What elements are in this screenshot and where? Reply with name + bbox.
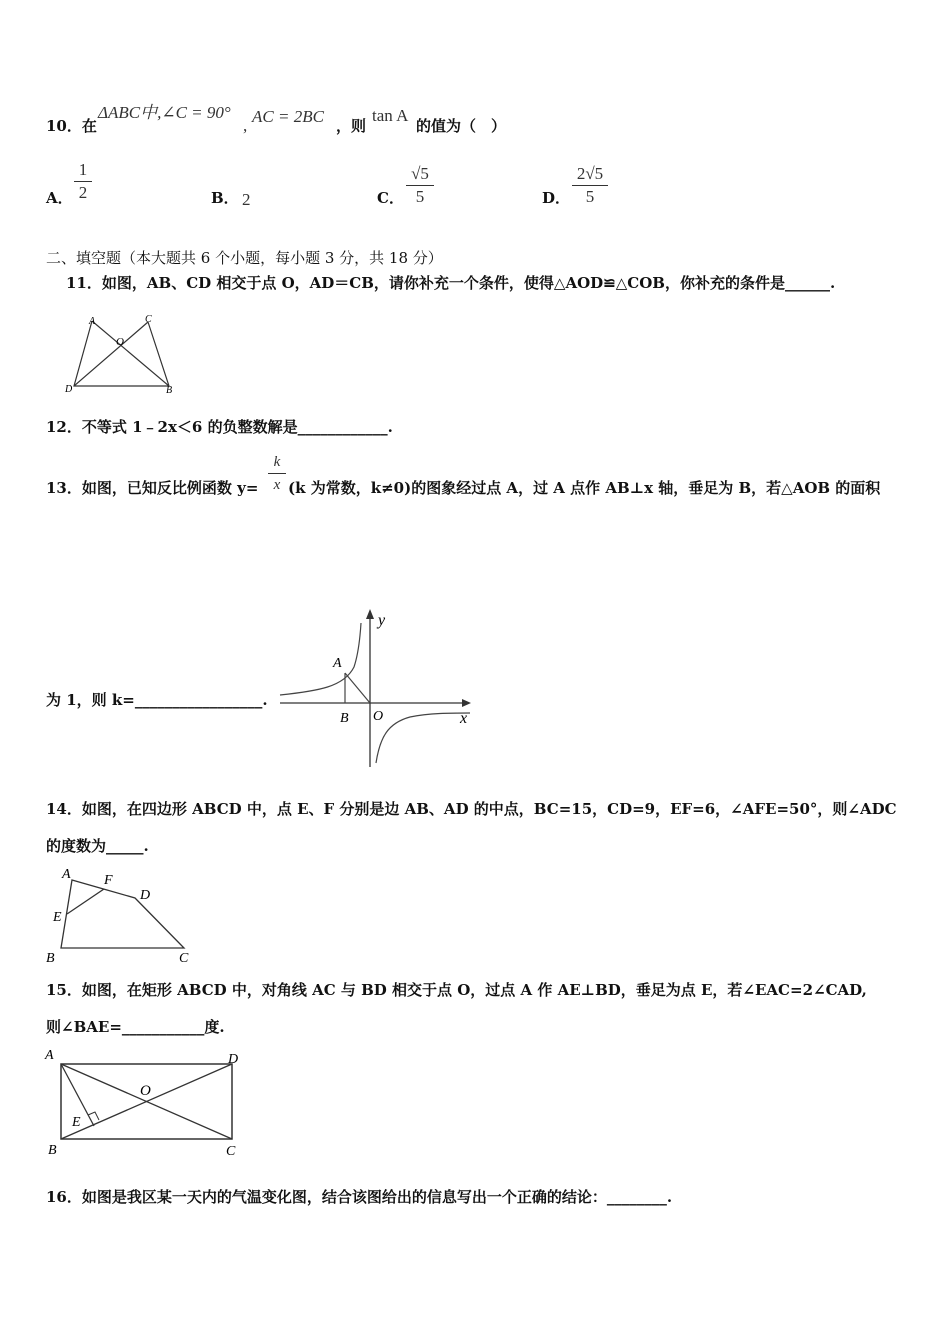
q10-condition-2: AC = 2BC xyxy=(252,107,324,126)
q10-option-a-denominator: 2 xyxy=(78,183,88,202)
q14-label-f: F xyxy=(104,873,113,888)
q15-label-d: D xyxy=(228,1052,239,1067)
q15-label-e: E xyxy=(72,1115,81,1130)
q10-condition-1: ΔABC中,∠C = 90° xyxy=(98,103,231,122)
q14-label-d: D xyxy=(140,888,151,903)
q10-text-3: 的值为（ ） xyxy=(416,117,507,135)
q10-option-c-denominator: 5 xyxy=(415,187,425,206)
q14-label-a: A xyxy=(62,867,71,882)
q10-option-d-label: D． xyxy=(542,189,571,207)
fraction-bar xyxy=(74,181,92,182)
q16-text: 16．如图是我区某一天内的气温变化图，结合该图给出的信息写出一个正确的结论：________. xyxy=(46,1188,673,1206)
section-2-heading: 二、填空题（本大题共 6 个小题，每小题 3 分，共 18 分） xyxy=(46,249,443,267)
q11-label-a: A xyxy=(89,316,96,327)
fraction-bar xyxy=(406,185,434,186)
fraction-bar xyxy=(268,473,286,474)
q14-label-e: E xyxy=(53,910,62,925)
q13-label-o: O xyxy=(373,709,384,724)
q13-fraction-numerator: k xyxy=(273,454,281,470)
q10-tan: tan A xyxy=(372,106,409,125)
q15-label-o: O xyxy=(140,1083,151,1099)
q14-text-2: 的度数为_____. xyxy=(46,837,149,855)
q15-label-a: A xyxy=(45,1048,54,1063)
q11-figure xyxy=(60,313,180,398)
q13-fraction-denominator: x xyxy=(273,477,281,493)
q10-option-b-label: B． xyxy=(211,189,239,207)
q10-option-d-fraction xyxy=(572,164,608,207)
q10-option-a-fraction xyxy=(74,160,92,203)
q13-label-x: x xyxy=(460,710,468,727)
q10-option-a-numerator: 1 xyxy=(78,160,88,179)
q10-option-c-numerator: √5 xyxy=(411,164,429,183)
q15-label-c: C xyxy=(226,1144,236,1159)
q10-option-d-numerator: 2√5 xyxy=(576,164,604,183)
q10-text-1: 在 xyxy=(81,117,97,135)
q11-text: 11．如图，AB、CD 相交于点 O，AD＝CB，请你补充一个条件，使得△AOD≌△COB，你补充的条件是______. xyxy=(66,274,836,292)
q14-text-1: 14．如图，在四边形 ABCD 中，点 E、F 分别是边 AB、AD 的中点，BC=15，CD=9，EF=6，∠AFE=50°，则∠ADC xyxy=(46,800,897,818)
q13-text-1a: 13．如图，已知反比例函数 y= xyxy=(46,479,259,497)
q13-label-y: y xyxy=(378,612,386,629)
q11-label-b: B xyxy=(166,385,173,396)
q14-figure xyxy=(42,865,202,965)
q10-option-c-label: C． xyxy=(377,189,404,207)
q10-text-2: ，则 xyxy=(336,117,367,135)
q15-label-b: B xyxy=(48,1143,57,1158)
q13-text-1b: (k 为常数，k≠0)的图象经过点 A，过 A 点作 AB⊥x 轴，垂足为 B，若△AOB 的面积 xyxy=(288,479,881,497)
q10-number: 10． xyxy=(46,117,82,135)
q15-figure xyxy=(42,1043,252,1163)
q10-option-b-value: 2 xyxy=(242,190,251,209)
q13-label-b: B xyxy=(340,711,349,726)
q11-label-c: C xyxy=(145,314,152,325)
q15-text-2: 则∠BAE=___________度. xyxy=(46,1018,225,1036)
q10-option-a-label: A． xyxy=(46,189,73,207)
q10-comma: , xyxy=(243,116,248,135)
q13-figure xyxy=(278,605,478,770)
q14-label-b: B xyxy=(46,951,55,966)
q10-option-c-fraction xyxy=(406,164,434,207)
q13-text-2: 为 1，则 k=_________________. xyxy=(46,691,268,709)
q15-text-1: 15．如图，在矩形 ABCD 中，对角线 AC 与 BD 相交于点 O，过点 A 作 AE⊥BD，垂足为点 E，若∠EAC=2∠CAD, xyxy=(46,981,867,999)
fraction-bar xyxy=(572,185,608,186)
q13-fraction xyxy=(268,452,286,495)
q11-label-o: O xyxy=(116,336,124,348)
q11-label-d: D xyxy=(65,384,73,395)
q14-label-c: C xyxy=(179,951,189,966)
q10-stem xyxy=(46,116,97,136)
q13-label-a: A xyxy=(333,656,342,671)
q10-option-d-denominator: 5 xyxy=(585,187,595,206)
q12-text: 12．不等式 1﹣2x＜6 的负整数解是____________. xyxy=(46,418,393,436)
